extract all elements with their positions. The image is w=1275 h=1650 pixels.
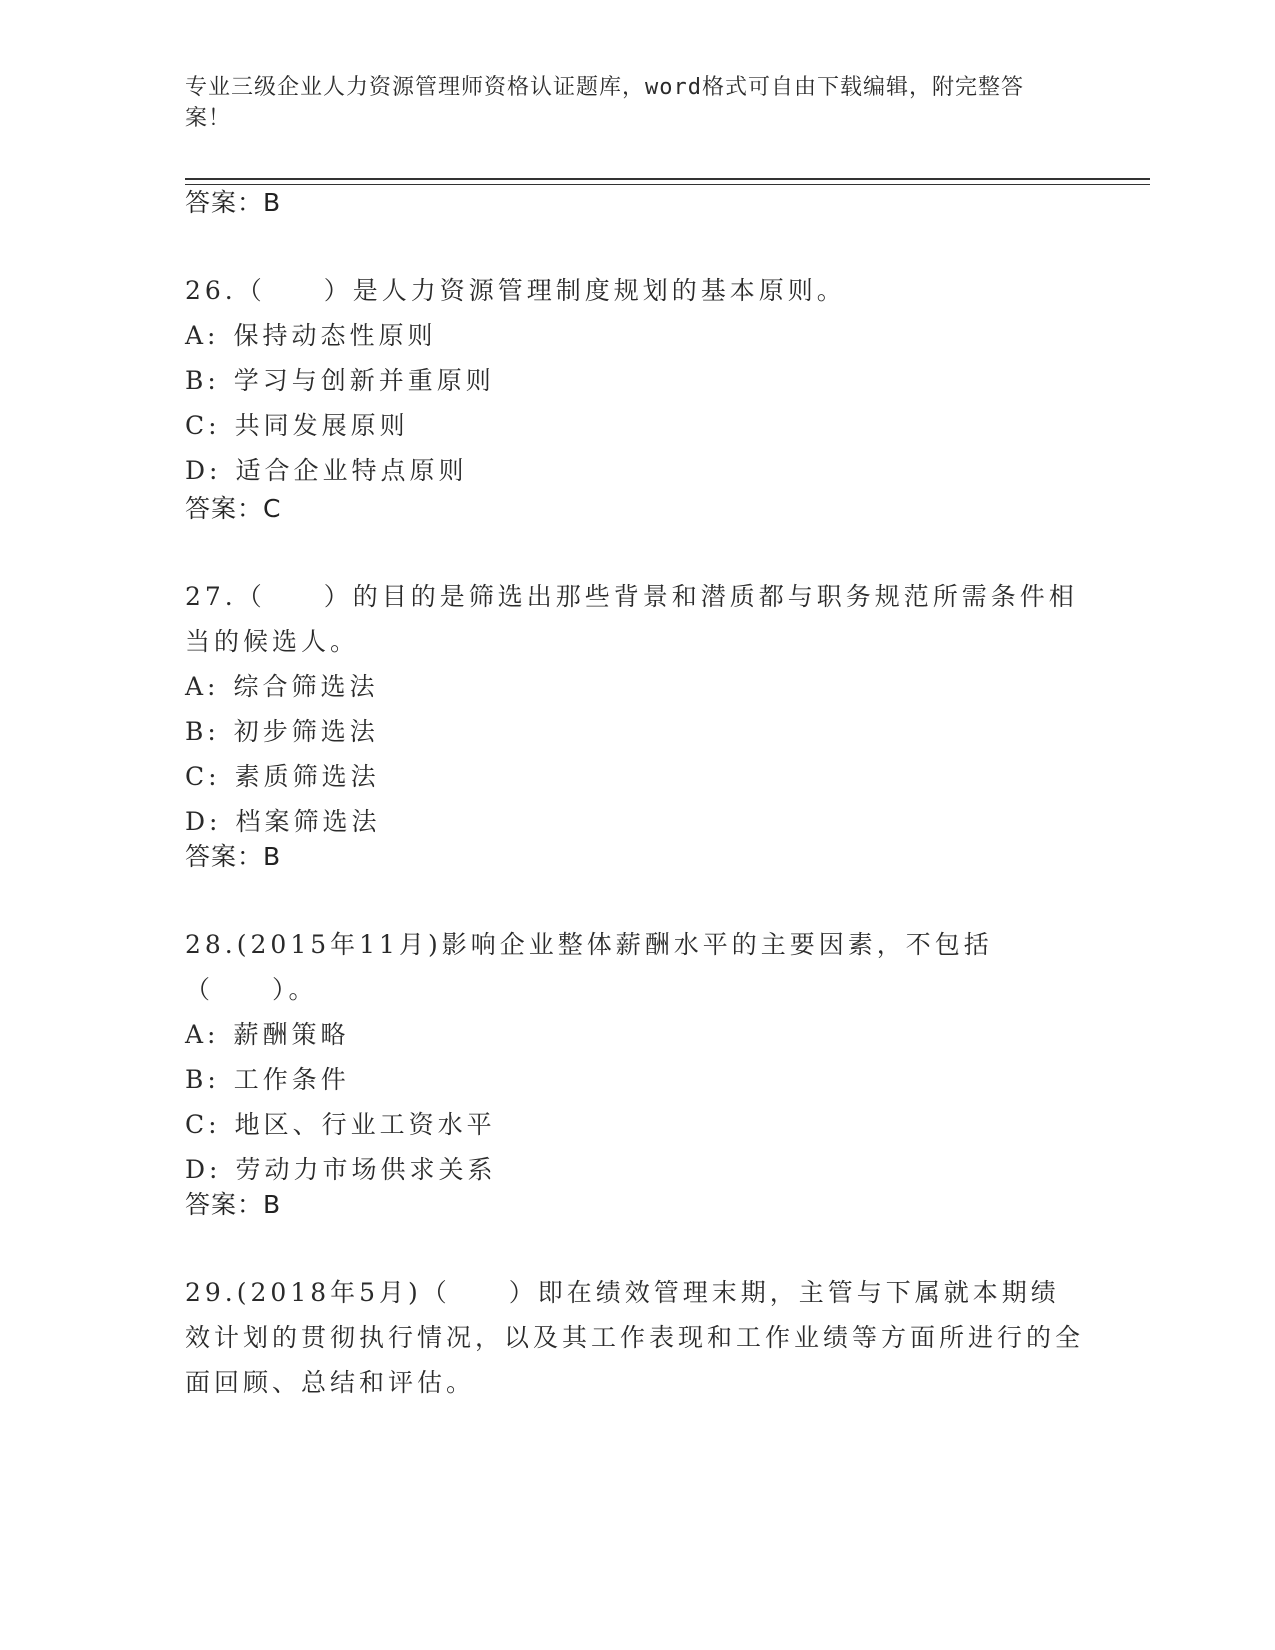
answer-27: 答案：B xyxy=(185,842,282,871)
answer-previous: 答案：B xyxy=(185,188,282,217)
option-c: C: 素质筛选法 xyxy=(185,762,380,791)
question-29 xyxy=(185,1270,1085,1405)
option-b: B: 学习与创新并重原则 xyxy=(185,366,495,395)
question-26 xyxy=(185,268,1085,493)
option-d: D: 适合企业特点原则 xyxy=(185,456,468,485)
question-27 xyxy=(185,574,1085,844)
question-stem: 29.(2018年5月)（ ）即在绩效管理末期，主管与下属就本期绩效计划的贯彻执行情况，以及其工作表现和工作业绩等方面所进行的全面回顾、总结和评估。 xyxy=(185,1278,1085,1397)
question-stem: 28.(2015年11月)影响企业整体薪酬水平的主要因素，不包括（ ）。 xyxy=(185,930,993,1004)
option-c: C: 共同发展原则 xyxy=(185,411,409,440)
option-d: D: 劳动力市场供求关系 xyxy=(185,1155,497,1184)
question-stem: 26.（ ）是人力资源管理制度规划的基本原则。 xyxy=(185,276,846,305)
option-a: A: 综合筛选法 xyxy=(185,672,379,701)
answer-28: 答案：B xyxy=(185,1190,282,1219)
header-divider-thin xyxy=(185,184,1150,185)
answer-26: 答案：C xyxy=(185,494,282,523)
option-a: A: 薪酬策略 xyxy=(185,1020,350,1049)
header-divider-thick xyxy=(185,178,1150,180)
question-stem: 27.（ ）的目的是筛选出那些背景和潜质都与职务规范所需条件相当的候选人。 xyxy=(185,582,1078,656)
option-c: C: 地区、行业工资水平 xyxy=(185,1110,496,1139)
option-b: B: 工作条件 xyxy=(185,1065,350,1094)
option-d: D: 档案筛选法 xyxy=(185,807,381,836)
option-a: A: 保持动态性原则 xyxy=(185,321,437,350)
option-b: B: 初步筛选法 xyxy=(185,717,379,746)
question-28 xyxy=(185,922,1085,1192)
document-header: 专业三级企业人力资源管理师资格认证题库，word格式可自由下载编辑，附完整答案！ xyxy=(185,75,1024,131)
